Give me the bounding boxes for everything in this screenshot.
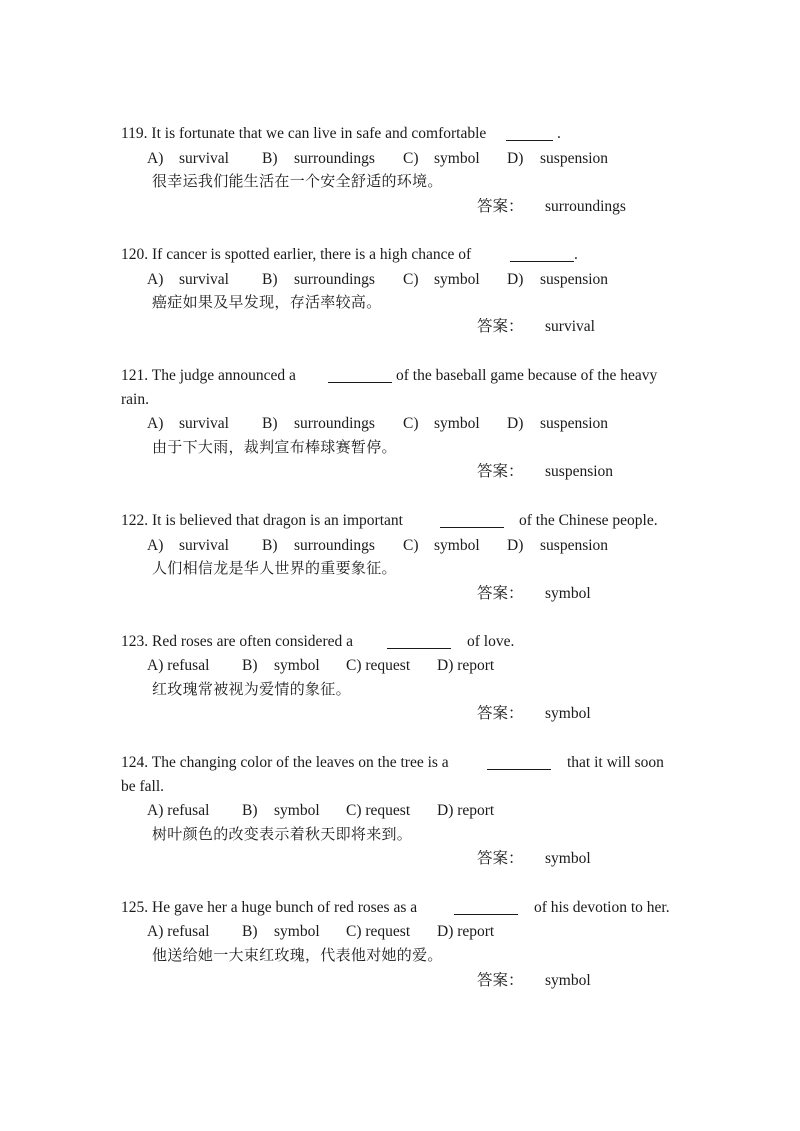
option-b-text: symbol — [274, 923, 320, 940]
option-c-letter: C) — [403, 415, 419, 432]
option-b-text: symbol — [274, 802, 320, 819]
option-a-text: survival — [179, 537, 229, 554]
answer-value: suspension — [545, 463, 614, 480]
option-b-letter: B) — [262, 150, 278, 167]
chinese-translation: 由于下大雨，裁判宣布棒球赛暂停。 — [152, 440, 397, 456]
option-d-letter: D) — [507, 537, 524, 554]
option-d-letter: D) — [507, 150, 524, 167]
option-d-text: suspension — [540, 271, 609, 288]
chinese-translation: 很幸运我们能生活在一个安全舒适的环境。 — [152, 174, 443, 190]
question-tail: . — [574, 246, 578, 263]
question-tail: of the baseball game because of the heavy — [396, 367, 658, 384]
option-b-letter: B) — [262, 271, 278, 288]
chinese-translation: 他送给她一大束红玫瑰，代表他对她的爱。 — [152, 948, 443, 964]
question-text: 125. He gave her a huge bunch of red roses as a — [121, 899, 418, 916]
option-c: C) request — [346, 923, 411, 940]
option-b-letter: B) — [242, 657, 258, 674]
question-continuation: be fall. — [121, 778, 165, 795]
question-text: 121. The judge announced a — [121, 367, 296, 384]
option-d: D) report — [437, 923, 495, 940]
option-c: C) request — [346, 657, 411, 674]
answer-blank — [487, 769, 551, 770]
option-a-text: survival — [179, 150, 229, 167]
option-d: D) report — [437, 802, 495, 819]
option-d-letter: D) — [507, 271, 524, 288]
option-a: A) refusal — [147, 657, 210, 674]
option-b-letter: B) — [262, 537, 278, 554]
option-b-text: surroundings — [294, 271, 375, 288]
option-b-letter: B) — [242, 802, 258, 819]
option-c-letter: C) — [403, 150, 419, 167]
option-d-text: suspension — [540, 415, 609, 432]
answer-value: survival — [545, 318, 595, 335]
answer-value: symbol — [545, 850, 591, 867]
option-c-letter: C) — [403, 271, 419, 288]
option-a-text: survival — [179, 415, 229, 432]
answer-label: 答案： — [477, 318, 524, 335]
option-a-letter: A) — [147, 150, 164, 167]
option-a: A) refusal — [147, 923, 210, 940]
answer-label: 答案： — [477, 198, 524, 215]
answer-blank — [510, 261, 574, 262]
question-text: 119. It is fortunate that we can live in safe and comfortable — [121, 125, 487, 142]
option-b-text: symbol — [274, 657, 320, 674]
answer-label: 答案： — [477, 705, 524, 722]
option-b-text: surroundings — [294, 150, 375, 167]
chinese-translation: 人们相信龙是华人世界的重要象征。 — [152, 561, 397, 577]
option-c-text: symbol — [434, 150, 480, 167]
answer-blank — [440, 527, 504, 528]
question-tail: of his devotion to her. — [534, 899, 670, 916]
answer-value: symbol — [545, 585, 591, 602]
option-a: A) refusal — [147, 802, 210, 819]
question-tail: of the Chinese people. — [519, 512, 658, 529]
option-c: C) request — [346, 802, 411, 819]
question-text: 124. The changing color of the leaves on the tree is a — [121, 754, 449, 771]
question-continuation: rain. — [121, 391, 149, 408]
answer-blank — [328, 382, 392, 383]
chinese-translation: 癌症如果及早发现，存活率较高。 — [152, 295, 382, 311]
option-c-letter: C) — [403, 537, 419, 554]
answer-blank — [506, 140, 553, 141]
answer-value: surroundings — [545, 198, 626, 215]
option-c-text: symbol — [434, 271, 480, 288]
chinese-translation: 红玫瑰常被视为爱情的象征。 — [152, 682, 351, 698]
option-a-letter: A) — [147, 415, 164, 432]
answer-value: symbol — [545, 705, 591, 722]
answer-blank — [387, 648, 451, 649]
question-tail: of love. — [467, 633, 515, 650]
option-a-letter: A) — [147, 271, 164, 288]
question-tail: that it will soon — [567, 754, 664, 771]
option-c-text: symbol — [434, 537, 480, 554]
answer-value: symbol — [545, 972, 591, 989]
option-d-letter: D) — [507, 415, 524, 432]
answer-label: 答案： — [477, 972, 524, 989]
question-text: 123. Red roses are often considered a — [121, 633, 353, 650]
question-text: 122. It is believed that dragon is an important — [121, 512, 403, 529]
option-b-letter: B) — [262, 415, 278, 432]
option-b-text: surroundings — [294, 537, 375, 554]
answer-blank — [454, 914, 518, 915]
chinese-translation: 树叶颜色的改变表示着秋天即将来到。 — [152, 827, 413, 843]
option-a-text: survival — [179, 271, 229, 288]
option-b-letter: B) — [242, 923, 258, 940]
answer-label: 答案： — [477, 585, 524, 602]
question-tail: . — [557, 125, 561, 142]
option-d-text: suspension — [540, 150, 609, 167]
question-text: 120. If cancer is spotted earlier, there is a high chance of — [121, 246, 472, 263]
option-a-letter: A) — [147, 537, 164, 554]
option-b-text: surroundings — [294, 415, 375, 432]
option-d-text: suspension — [540, 537, 609, 554]
answer-label: 答案： — [477, 850, 524, 867]
option-d: D) report — [437, 657, 495, 674]
answer-label: 答案： — [477, 463, 524, 480]
option-c-text: symbol — [434, 415, 480, 432]
